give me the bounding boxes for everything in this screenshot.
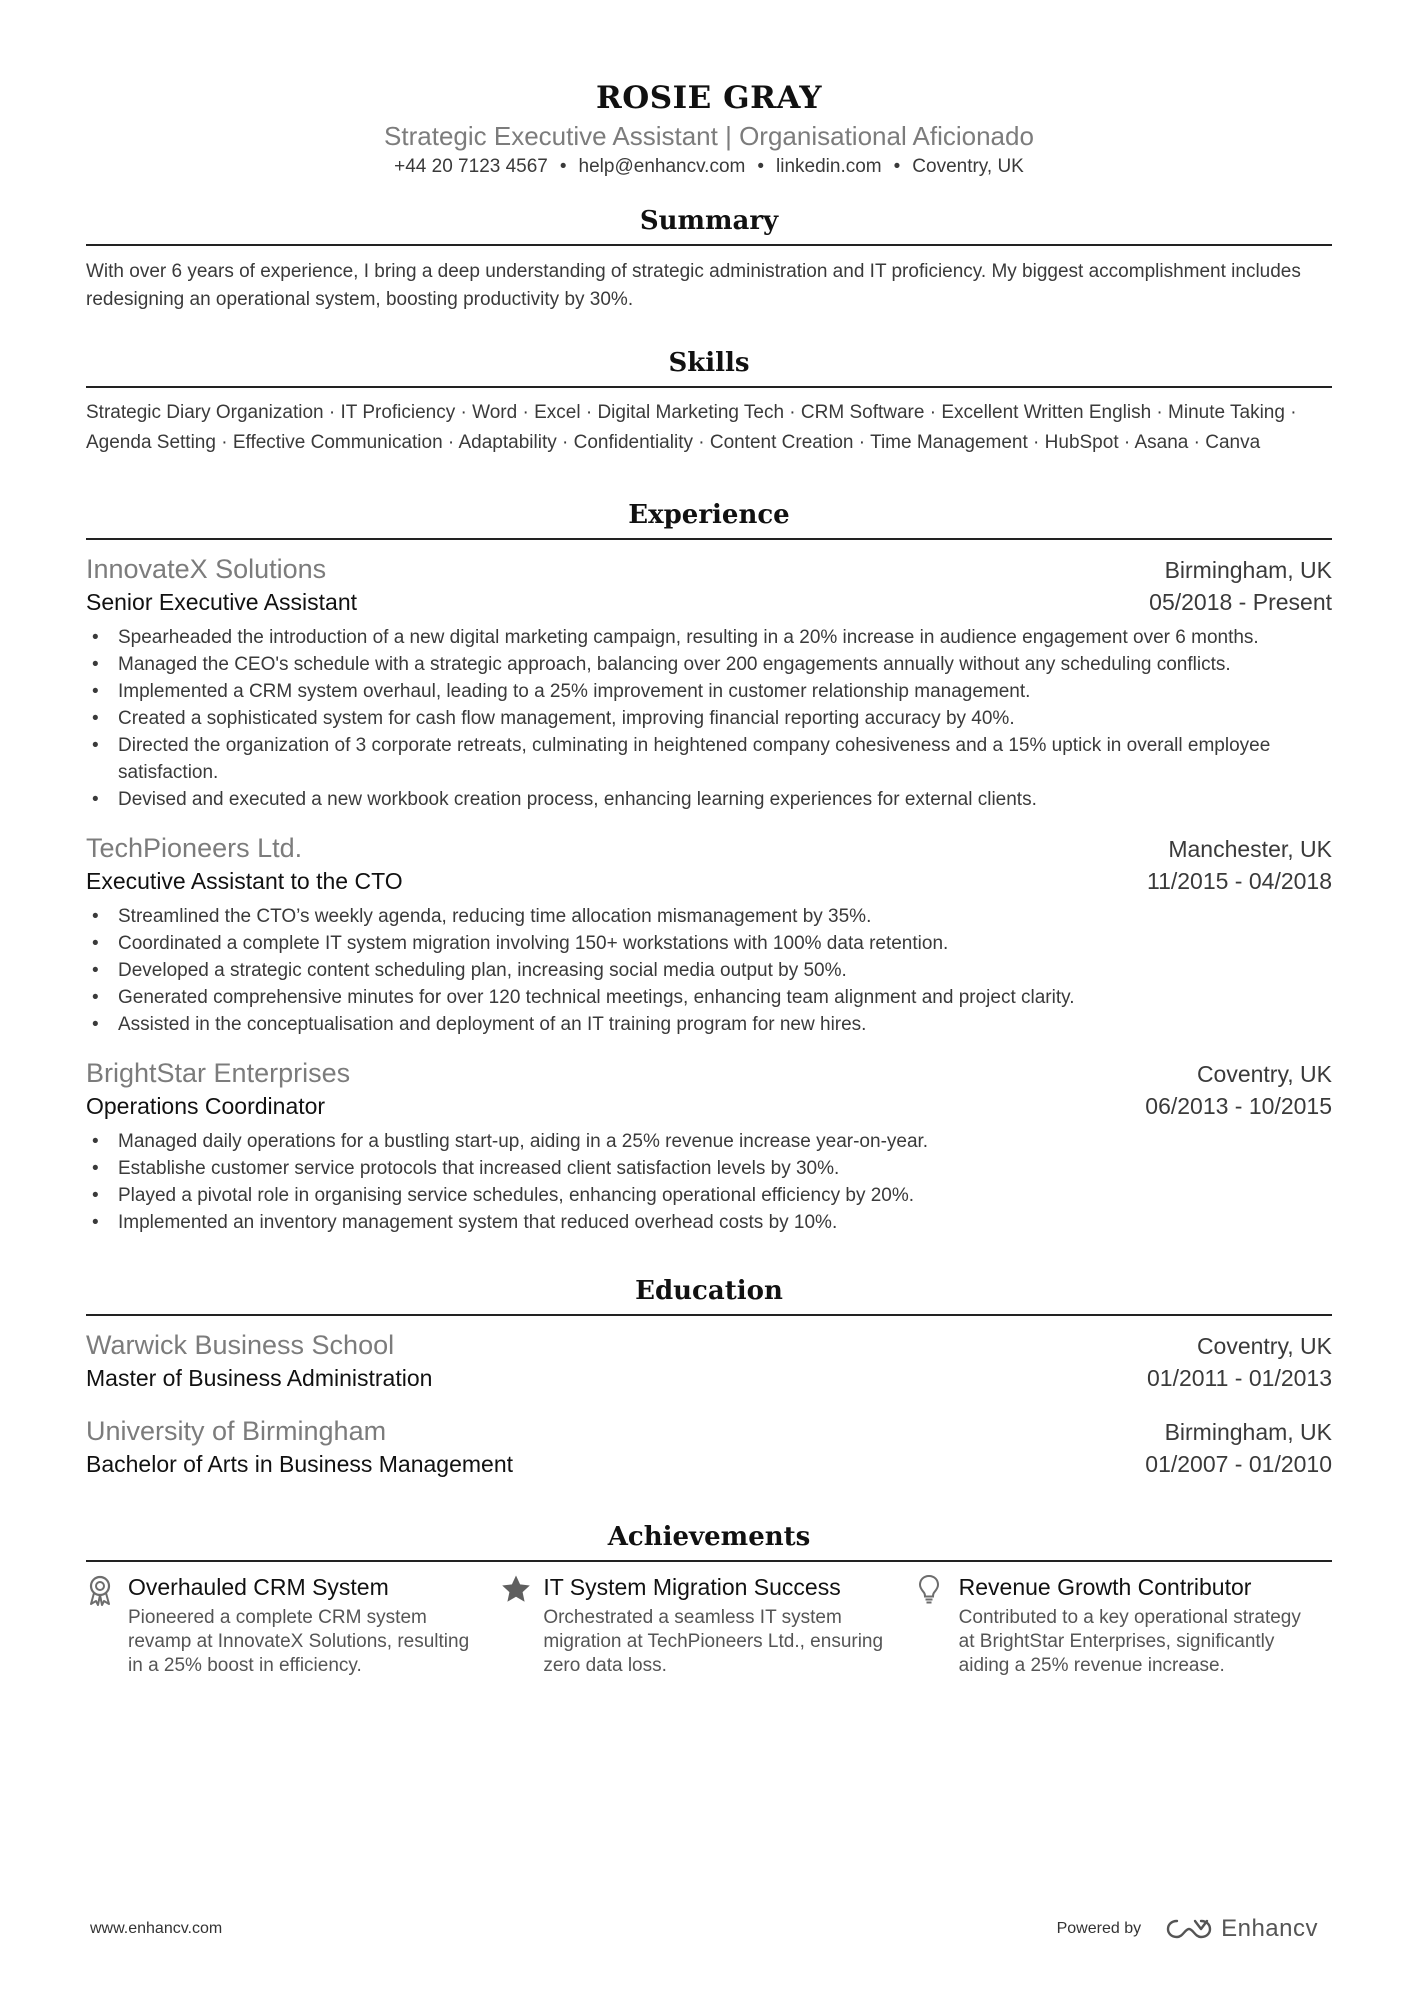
job-bullet: • Created a sophisticated system for cash flow management, improving financial reporting accuracy by 40%. — [86, 705, 1332, 732]
job-bullet: • Devised and executed a new workbook creation process, enhancing learning experiences for external clients. — [86, 786, 1332, 813]
job-bullet: • Managed the CEO's schedule with a strategic approach, balancing over 200 engagements annually without any scheduling conflicts. — [86, 651, 1332, 678]
summary-section — [86, 204, 1332, 314]
job-bullet: • Implemented a CRM system overhaul, leading to a 25% improvement in customer relationship management. — [86, 678, 1332, 705]
education-entry — [86, 1414, 1332, 1480]
email-link[interactable]: help@enhancv.com — [578, 156, 746, 177]
skills-section — [86, 346, 1332, 458]
linkedin-link[interactable]: linkedin.com — [776, 156, 882, 177]
education-entry — [86, 1328, 1332, 1394]
experience-entry — [86, 1056, 1332, 1236]
school-name: Warwick Business School — [86, 1330, 395, 1360]
skill-item: Confidentiality — [573, 432, 693, 453]
candidate-title: Strategic Executive Assistant | Organisational Aficionado — [384, 121, 1034, 151]
company-name: BrightStar Enterprises — [86, 1058, 351, 1088]
skill-item: Digital Marketing Tech — [597, 402, 785, 423]
school-name: University of Birmingham — [86, 1416, 387, 1446]
star-icon — [501, 1572, 543, 1678]
contact-line — [86, 154, 1332, 180]
skill-item: Agenda Setting — [86, 432, 216, 453]
job-title: Operations Coordinator — [86, 1093, 326, 1119]
experience-entry — [86, 552, 1332, 813]
job-dates: 11/2015 - 04/2018 — [1146, 868, 1332, 894]
experience-heading: Experience — [86, 498, 1332, 540]
job-bullet: • Spearheaded the introduction of a new digital marketing campaign, resulting in a 20% increase in audience engagement over 6 months. — [86, 624, 1332, 651]
skills-list: Strategic Diary Organization · IT Proficiency · Word · Excel · Digital Marketing Tech · CRM Software · Excellent Written English · Minute Taking · Agenda Setting · Effective Communication · Adaptability · Confidentiality · Content Creation · Time Management · HubSpot · Asana · Canva — [86, 402, 1297, 453]
education-dates: 01/2007 - 01/2010 — [1145, 1451, 1332, 1477]
education-heading: Education — [86, 1274, 1332, 1316]
job-bullet: • Implemented an inventory management system that reduced overhead costs by 10%. — [86, 1209, 1332, 1236]
skill-item: Asana — [1134, 432, 1189, 453]
experience-section — [86, 498, 1332, 1236]
achievement-description: Orchestrated a seamless IT system migration at TechPioneers Ltd., ensuring zero data loss. — [543, 1607, 884, 1676]
achievement-item — [917, 1572, 1332, 1678]
job-bullet: • Coordinated a complete IT system migration involving 150+ workstations with 100% data retention. — [86, 930, 1332, 957]
company-name: InnovateX Solutions — [86, 554, 327, 584]
achievement-description: Pioneered a complete CRM system revamp at InnovateX Solutions, resulting in a 25% boost in efficiency. — [128, 1607, 470, 1676]
experience-entry — [86, 831, 1332, 1038]
school-location: Birmingham, UK — [1164, 1419, 1332, 1445]
degree-name: Bachelor of Arts in Business Management — [86, 1451, 514, 1477]
company-name: TechPioneers Ltd. — [86, 833, 303, 863]
achievement-item — [501, 1572, 916, 1678]
achievements-heading: Achievements — [86, 1520, 1332, 1562]
phone-number: +44 20 7123 4567 — [394, 156, 548, 177]
job-bullet: • Played a pivotal role in organising service schedules, enhancing operational efficiency by 20%. — [86, 1182, 1332, 1209]
candidate-location: Coventry, UK — [912, 156, 1024, 177]
job-bullets — [86, 1128, 1332, 1236]
degree-name: Master of Business Administration — [86, 1365, 433, 1391]
skill-item: Canva — [1205, 432, 1261, 453]
separator: • — [559, 156, 567, 177]
website-link[interactable]: www.enhancv.com — [90, 1920, 223, 1937]
powered-by — [1057, 1915, 1318, 1943]
job-bullet: • Assisted in the conceptualisation and deployment of an IT training program for new hires. — [86, 1011, 1332, 1038]
skills-heading: Skills — [86, 346, 1332, 388]
job-dates: 05/2018 - Present — [1149, 589, 1332, 615]
skill-item: Time Management — [870, 432, 1028, 453]
achievement-title: Overhauled CRM System — [128, 1574, 389, 1600]
skill-item: CRM Software — [800, 402, 925, 423]
achievements-section — [86, 1520, 1332, 1678]
job-bullet: • Directed the organization of 3 corporate retreats, culminating in heightened company cohesiveness and a 15% uptick in overall employee satisfaction. — [86, 732, 1332, 786]
skill-item: Excellent Written English — [941, 402, 1152, 423]
separator: • — [757, 156, 765, 177]
skill-item: HubSpot — [1044, 432, 1119, 453]
separator: • — [893, 156, 901, 177]
job-bullets — [86, 903, 1332, 1038]
summary-heading: Summary — [86, 204, 1332, 246]
job-bullet: • Establishe customer service protocols that increased client satisfaction levels by 30%. — [86, 1155, 1332, 1182]
school-location: Coventry, UK — [1196, 1333, 1332, 1359]
skill-item: Minute Taking — [1168, 402, 1285, 423]
summary-text: With over 6 years of experience, I bring a deep understanding of strategic administration and IT proficiency. My biggest accomplishment includes redesigning an operational system, boosting productivity by 30%. — [86, 261, 1301, 310]
resume-page — [86, 0, 1332, 1678]
lightbulb-icon — [917, 1572, 959, 1678]
resume-header — [86, 0, 1332, 180]
skill-item: Strategic Diary Organization — [86, 402, 324, 423]
skill-item: IT Proficiency — [340, 402, 456, 423]
skill-item: Adaptability — [458, 432, 557, 453]
achievement-title: Revenue Growth Contributor — [958, 1574, 1252, 1600]
achievement-title: IT System Migration Success — [543, 1574, 841, 1600]
education-section — [86, 1274, 1332, 1480]
job-bullet: • Streamlined the CTO’s weekly agenda, reducing time allocation mismanagement by 35%. — [86, 903, 1332, 930]
job-title: Executive Assistant to the CTO — [86, 868, 403, 894]
skill-item: Word — [472, 402, 518, 423]
brand-name: Enhancv — [1221, 1915, 1318, 1942]
education-dates: 01/2011 - 01/2013 — [1146, 1365, 1332, 1391]
job-bullet: • Developed a strategic content scheduling plan, increasing social media output by 50%. — [86, 957, 1332, 984]
powered-by-label: Powered by — [1056, 1920, 1142, 1937]
enhancv-logo-icon — [1165, 1917, 1213, 1941]
skill-item: Excel — [534, 402, 581, 423]
skill-item: Content Creation — [709, 432, 854, 453]
job-title: Senior Executive Assistant — [86, 589, 358, 615]
skill-item: Effective Communication — [232, 432, 443, 453]
achievement-item — [86, 1572, 501, 1678]
award-icon — [86, 1572, 128, 1678]
job-bullets — [86, 624, 1332, 813]
job-location: Manchester, UK — [1168, 836, 1332, 862]
achievement-description: Contributed to a key operational strategy at BrightStar Enterprises, significantly aiding a 25% revenue increase. — [958, 1607, 1301, 1676]
page-footer — [90, 1915, 1318, 1943]
job-bullet: • Managed daily operations for a bustling start-up, aiding in a 25% revenue increase year-on-year. — [86, 1128, 1332, 1155]
job-location: Coventry, UK — [1196, 1061, 1332, 1087]
candidate-name: ROSIE GRAY — [596, 80, 822, 116]
brand-logo[interactable] — [1165, 1915, 1318, 1943]
job-bullet: • Generated comprehensive minutes for over 120 technical meetings, enhancing team alignment and project clarity. — [86, 984, 1332, 1011]
job-location: Birmingham, UK — [1164, 557, 1332, 583]
job-dates: 06/2013 - 10/2015 — [1145, 1093, 1332, 1119]
